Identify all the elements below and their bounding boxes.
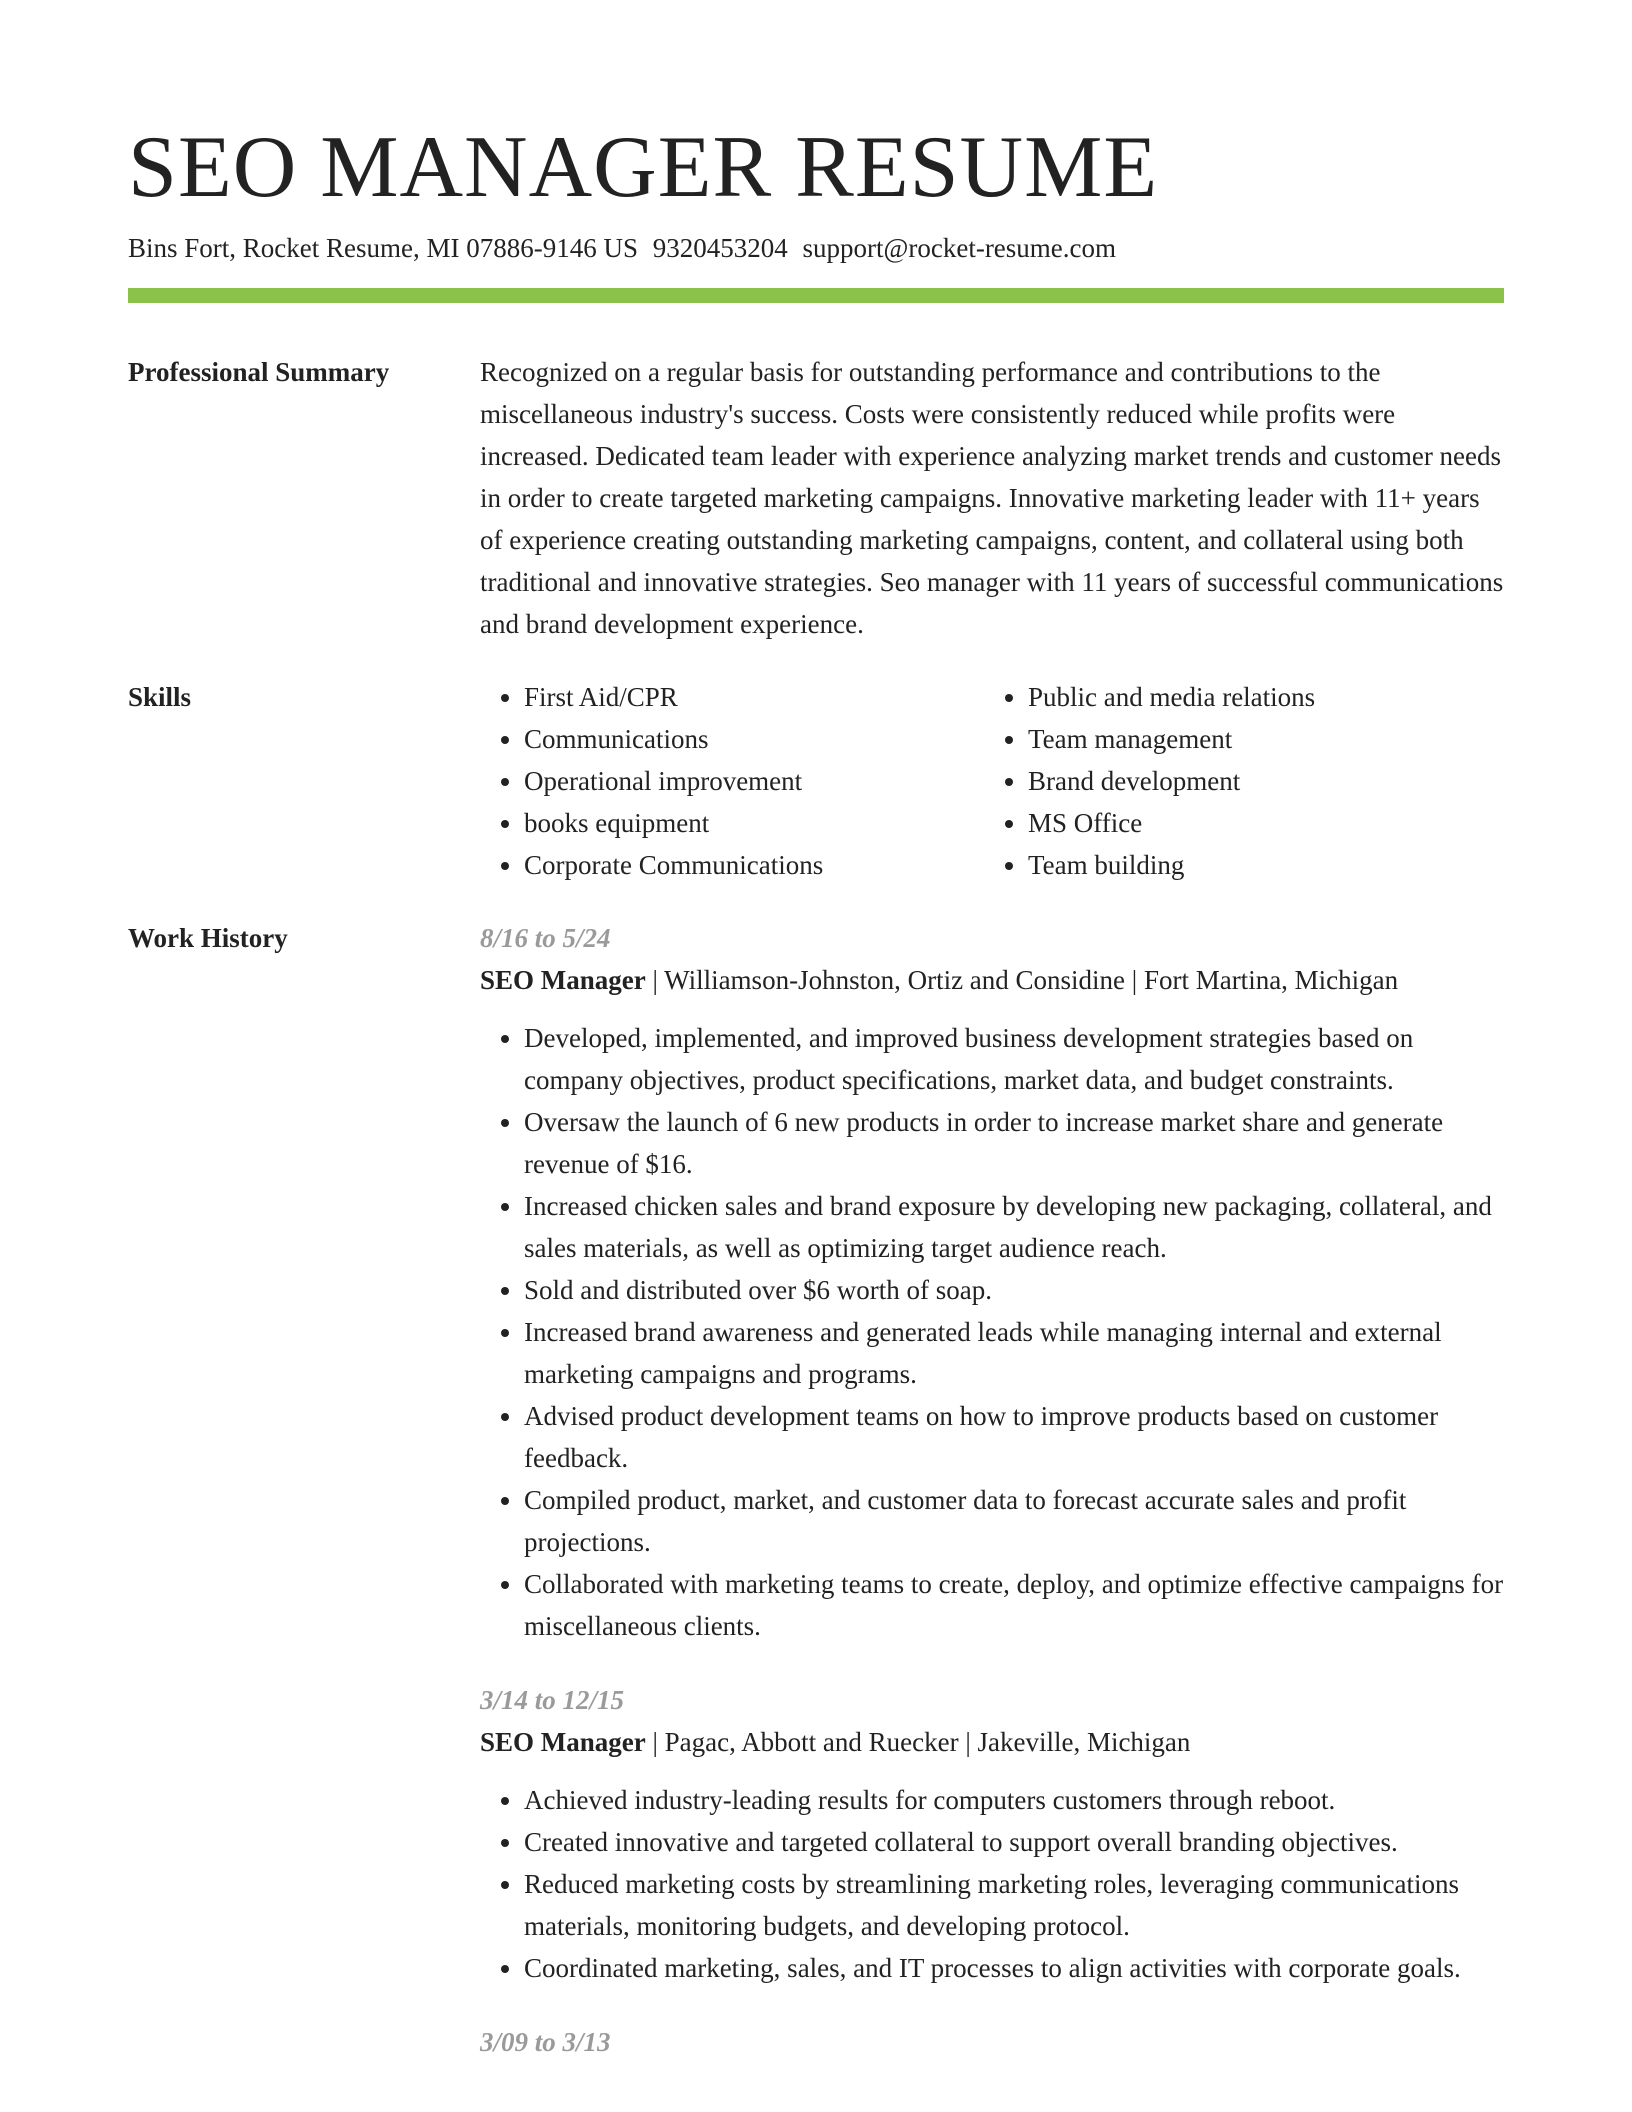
job-bullet: • Collaborated with marketing teams to create, deploy, and optimize effective campaigns for miscellaneous clients.: [524, 1563, 1504, 1647]
skill-item: • MS Office: [1028, 802, 1488, 844]
job-bullet: • Developed, implemented, and improved business development strategies based on company objectives, product specifications, market data, and budget constraints.: [524, 1017, 1504, 1101]
work-history-heading: Work History: [128, 923, 288, 953]
skill-item: • Team building: [1028, 844, 1488, 886]
job-entry: [480, 1679, 1504, 1989]
contact-email[interactable]: support@rocket-resume.com: [802, 233, 1117, 263]
summary-section: [128, 351, 1504, 645]
job-bullet: • Sold and distributed over $6 worth of soap.: [524, 1269, 1504, 1311]
job-dates: 3/09 to 3/13: [480, 2027, 611, 2057]
job-bullet: • Oversaw the launch of 6 new products in order to increase market share and generate revenue of $16.: [524, 1101, 1504, 1185]
skills-list-right: [984, 676, 1488, 886]
page-title: SEO MANAGER RESUME: [128, 119, 1159, 216]
job-bullet: • Compiled product, market, and customer data to forecast accurate sales and profit projections.: [524, 1479, 1504, 1563]
job-company-location: | Williamson-Johnston, Ortiz and Considine | Fort Martina, Michigan: [645, 965, 1399, 995]
job-entry: [480, 917, 1504, 1647]
job-bullet: • Increased brand awareness and generated leads while managing internal and external marketing campaigns and programs.: [524, 1311, 1504, 1395]
skill-item: • Communications: [524, 718, 984, 760]
job-dates: 8/16 to 5/24: [480, 923, 611, 953]
job-heading: [480, 1721, 1504, 1763]
job-dates: 3/14 to 12/15: [480, 1685, 625, 1715]
skills-heading: Skills: [128, 682, 192, 712]
job-bullet: • Coordinated marketing, sales, and IT processes to align activities with corporate goals.: [524, 1947, 1504, 1989]
contact-address: Bins Fort, Rocket Resume, MI 07886-9146 US: [128, 233, 638, 263]
job-bullet: • Increased chicken sales and brand exposure by developing new packaging, collateral, and sales materials, as well as optimizing target audience reach.: [524, 1185, 1504, 1269]
job-heading: [480, 959, 1504, 1001]
skills-list-left: [480, 676, 984, 886]
job-bullet: • Created innovative and targeted collateral to support overall branding objectives.: [524, 1821, 1504, 1863]
job-title: SEO Manager: [480, 1727, 646, 1757]
job-bullets: [480, 1017, 1504, 1647]
resume-page: [128, 118, 1504, 2063]
job-bullet: • Achieved industry-leading results for computers customers through reboot.: [524, 1779, 1504, 1821]
job-bullet: • Reduced marketing costs by streamlining marketing roles, leveraging communications materials, monitoring budgets, and developing protocol.: [524, 1863, 1504, 1947]
skill-item: • First Aid/CPR: [524, 676, 984, 718]
skill-item: • Operational improvement: [524, 760, 984, 802]
skills-section: [128, 676, 1504, 886]
summary-text: Recognized on a regular basis for outstanding performance and contributions to the miscellaneous industry's success. Costs were consistently reduced while profits were increased. Dedicated team leader with experience analyzing market trends and customer needs in order to create targeted marketing campaigns. Innovative marketing leader with 11+ years of experience creating outstanding marketing campaigns, content, and collateral using both traditional and innovative strategies. Seo manager with 11 years of successful communications and brand development experience.: [480, 357, 1504, 639]
skill-item: • Team management: [1028, 718, 1488, 760]
skill-item: • books equipment: [524, 802, 984, 844]
skill-item: • Corporate Communications: [524, 844, 984, 886]
job-title: SEO Manager: [480, 965, 646, 995]
work-history-body: [480, 917, 1504, 2063]
summary-heading: Professional Summary: [128, 357, 390, 387]
work-history-section: [128, 917, 1504, 2063]
header-divider: [128, 288, 1504, 303]
job-bullets: [480, 1779, 1504, 1989]
job-entry: [480, 2021, 1504, 2063]
skill-item: • Public and media relations: [1028, 676, 1488, 718]
skill-item: • Brand development: [1028, 760, 1488, 802]
contact-line: [128, 230, 1504, 266]
job-bullet: • Advised product development teams on how to improve products based on customer feedback.: [524, 1395, 1504, 1479]
skills-columns: [480, 676, 1504, 886]
job-company-location: | Pagac, Abbott and Ruecker | Jakeville, Michigan: [645, 1727, 1191, 1757]
contact-phone: 9320453204: [652, 233, 788, 263]
